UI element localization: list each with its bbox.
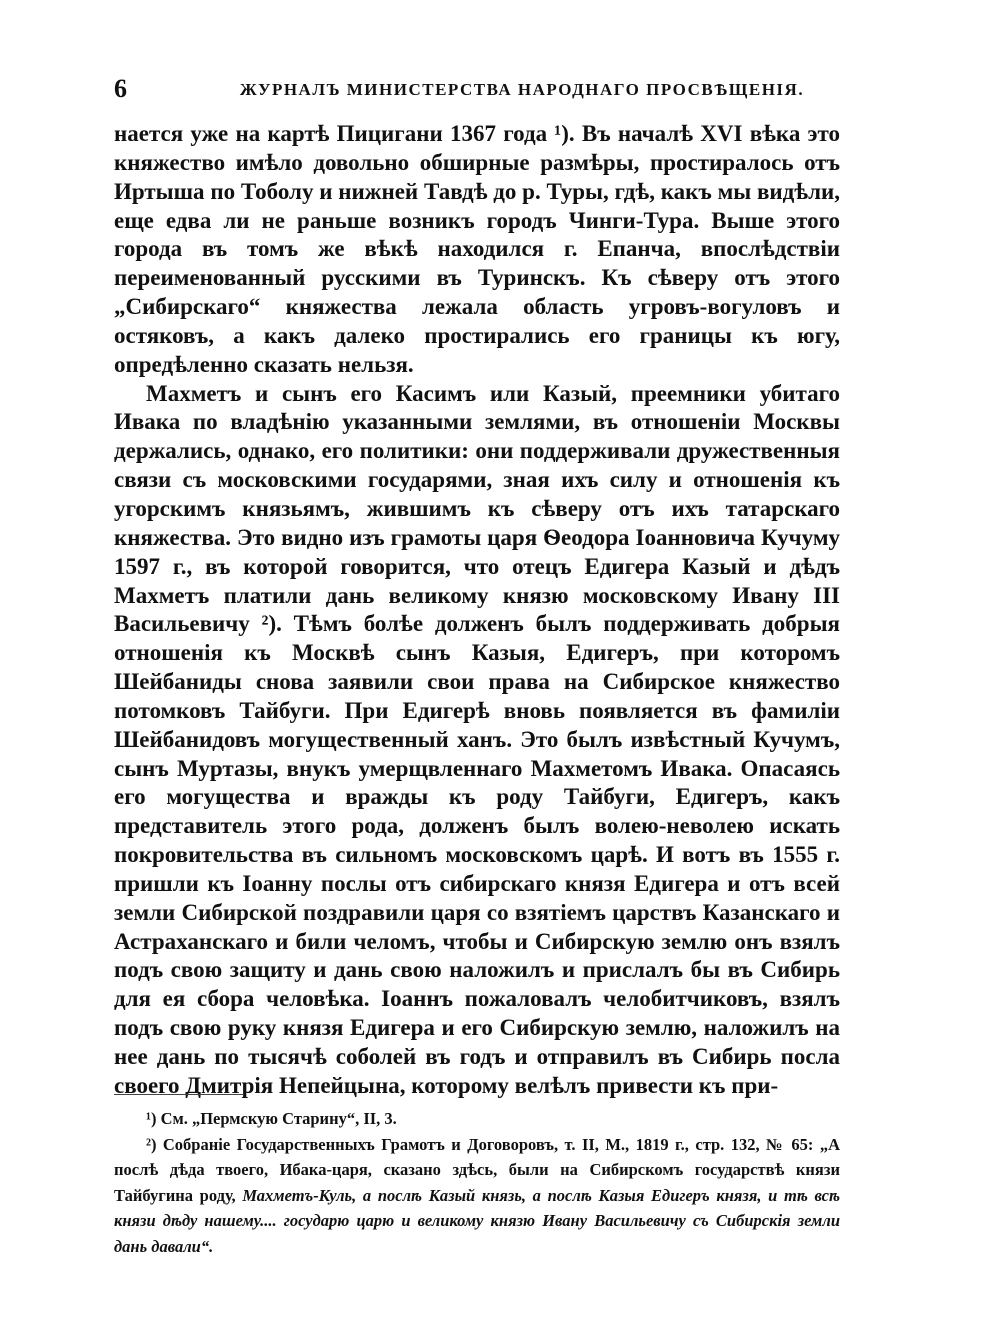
- footnotes: [114, 1106, 840, 1259]
- journal-title: ЖУРНАЛЪ МИНИСТЕРСТВА НАРОДНАГО ПРОСВѢЩЕНІЯ.: [239, 80, 805, 99]
- paragraph-1: нается уже на картѣ Пицигани 1367 года ¹). Въ началѣ XVI вѣка это княжество имѣло довольно обширные размѣры, простиралось отъ Иртыша по Тоболу и нижней Тавдѣ до р. Туры, гдѣ, какъ мы видѣли, еще едва ли не раньше возникъ городъ Чинги-Тура. Выше этого города въ томъ же вѣкѣ находился г. Епанча, впослѣдствіи переименованный русскими въ Туринскъ. Къ сѣверу отъ этого „Сибирскаго“ княжества лежала область угровъ-вогуловъ и остяковъ, а какъ далеко простирались его границы къ югу, опредѣленно сказать нельзя.: [114, 121, 840, 377]
- footnote-rule: [114, 1094, 244, 1095]
- footnote-2: [114, 1132, 840, 1260]
- page-number: 6: [114, 74, 127, 103]
- paragraph-2: Махметъ и сынъ его Касимъ или Казый, преемники убитаго Ивака по владѣнію указанными землями, въ отношеніи Москвы держались, однако, его политики: они поддерживали дружественныя связи съ московскими государями, зная ихъ силу и отношенія къ угорскимъ князьямъ, жившимъ къ сѣверу отъ ихъ татарскаго княжества. Это видно изъ грамоты царя Ѳеодора Іоанновича Кучуму 1597 г., въ которой говорится, что отецъ Едигера Казый и дѣдъ Махметъ платили дань великому князю московскому Ивану III Васильевичу ²). Тѣмъ болѣе долженъ былъ поддерживать добрыя отношенія къ Москвѣ сынъ Казыя, Едигеръ, при которомъ Шейбаниды снова заявили свои права на Сибирское княжество потомковъ Тайбуги. При Едигерѣ вновь появляется въ фамиліи Шейбанидовъ могущественный ханъ. Это былъ извѣстный Кучумъ, сынъ Муртазы, внукъ умерщвленнаго Махметомъ Ивака. Опасаясь его могущества и вражды къ роду Тайбуги, Едигеръ, какъ представитель этого рода, долженъ былъ волею-неволею искать покровительства въ сильномъ московскомъ царѣ. И вотъ въ 1555 г. пришли къ Іоанну послы отъ сибирскаго князя Едигера и отъ всей земли Сибирской поздравили царя со взятіемъ царствъ Казанскаго и Астраханскаго и били челомъ, чтобы и Сибирскую землю онъ взялъ подъ свою защиту и дань свою наложилъ и прислалъ бы въ Сибирь для ея сбора человѣка. Іоаннъ пожаловалъ челобитчиковъ, взялъ подъ свою руку князя Едигера и его Сибирскую землю, наложилъ на нее дань по тысячѣ соболей въ годъ и отправилъ въ Сибирь посла своего Дмитрія Непейцына, которому велѣлъ привести къ при-: [114, 380, 840, 1098]
- footnote-2-quote: Махметъ-Куль, а послѣ Казый князь, а послѣ Казыя Едигеръ князя, и тѣ всѣ князи дѣду нашему.... государю царю и великому князю Ивану Васильевичу съ Сибирскія земли дань давали“.: [114, 1185, 840, 1256]
- body-text: [114, 120, 840, 1101]
- footnote-2-text: ²) Собраніе Государственныхъ Грамотъ и Договоровъ, т. II, М., 1819 г., стр. 132, № 65: „А послѣ дѣда твоего, Ибака-царя, сказано здѣсь, были на Сибирскомъ государствѣ князи Тайбугина роду,: [114, 1134, 840, 1205]
- running-head: [114, 74, 840, 104]
- footnote-1: ¹) См. „Пермскую Старину“, II, 3.: [146, 1109, 397, 1128]
